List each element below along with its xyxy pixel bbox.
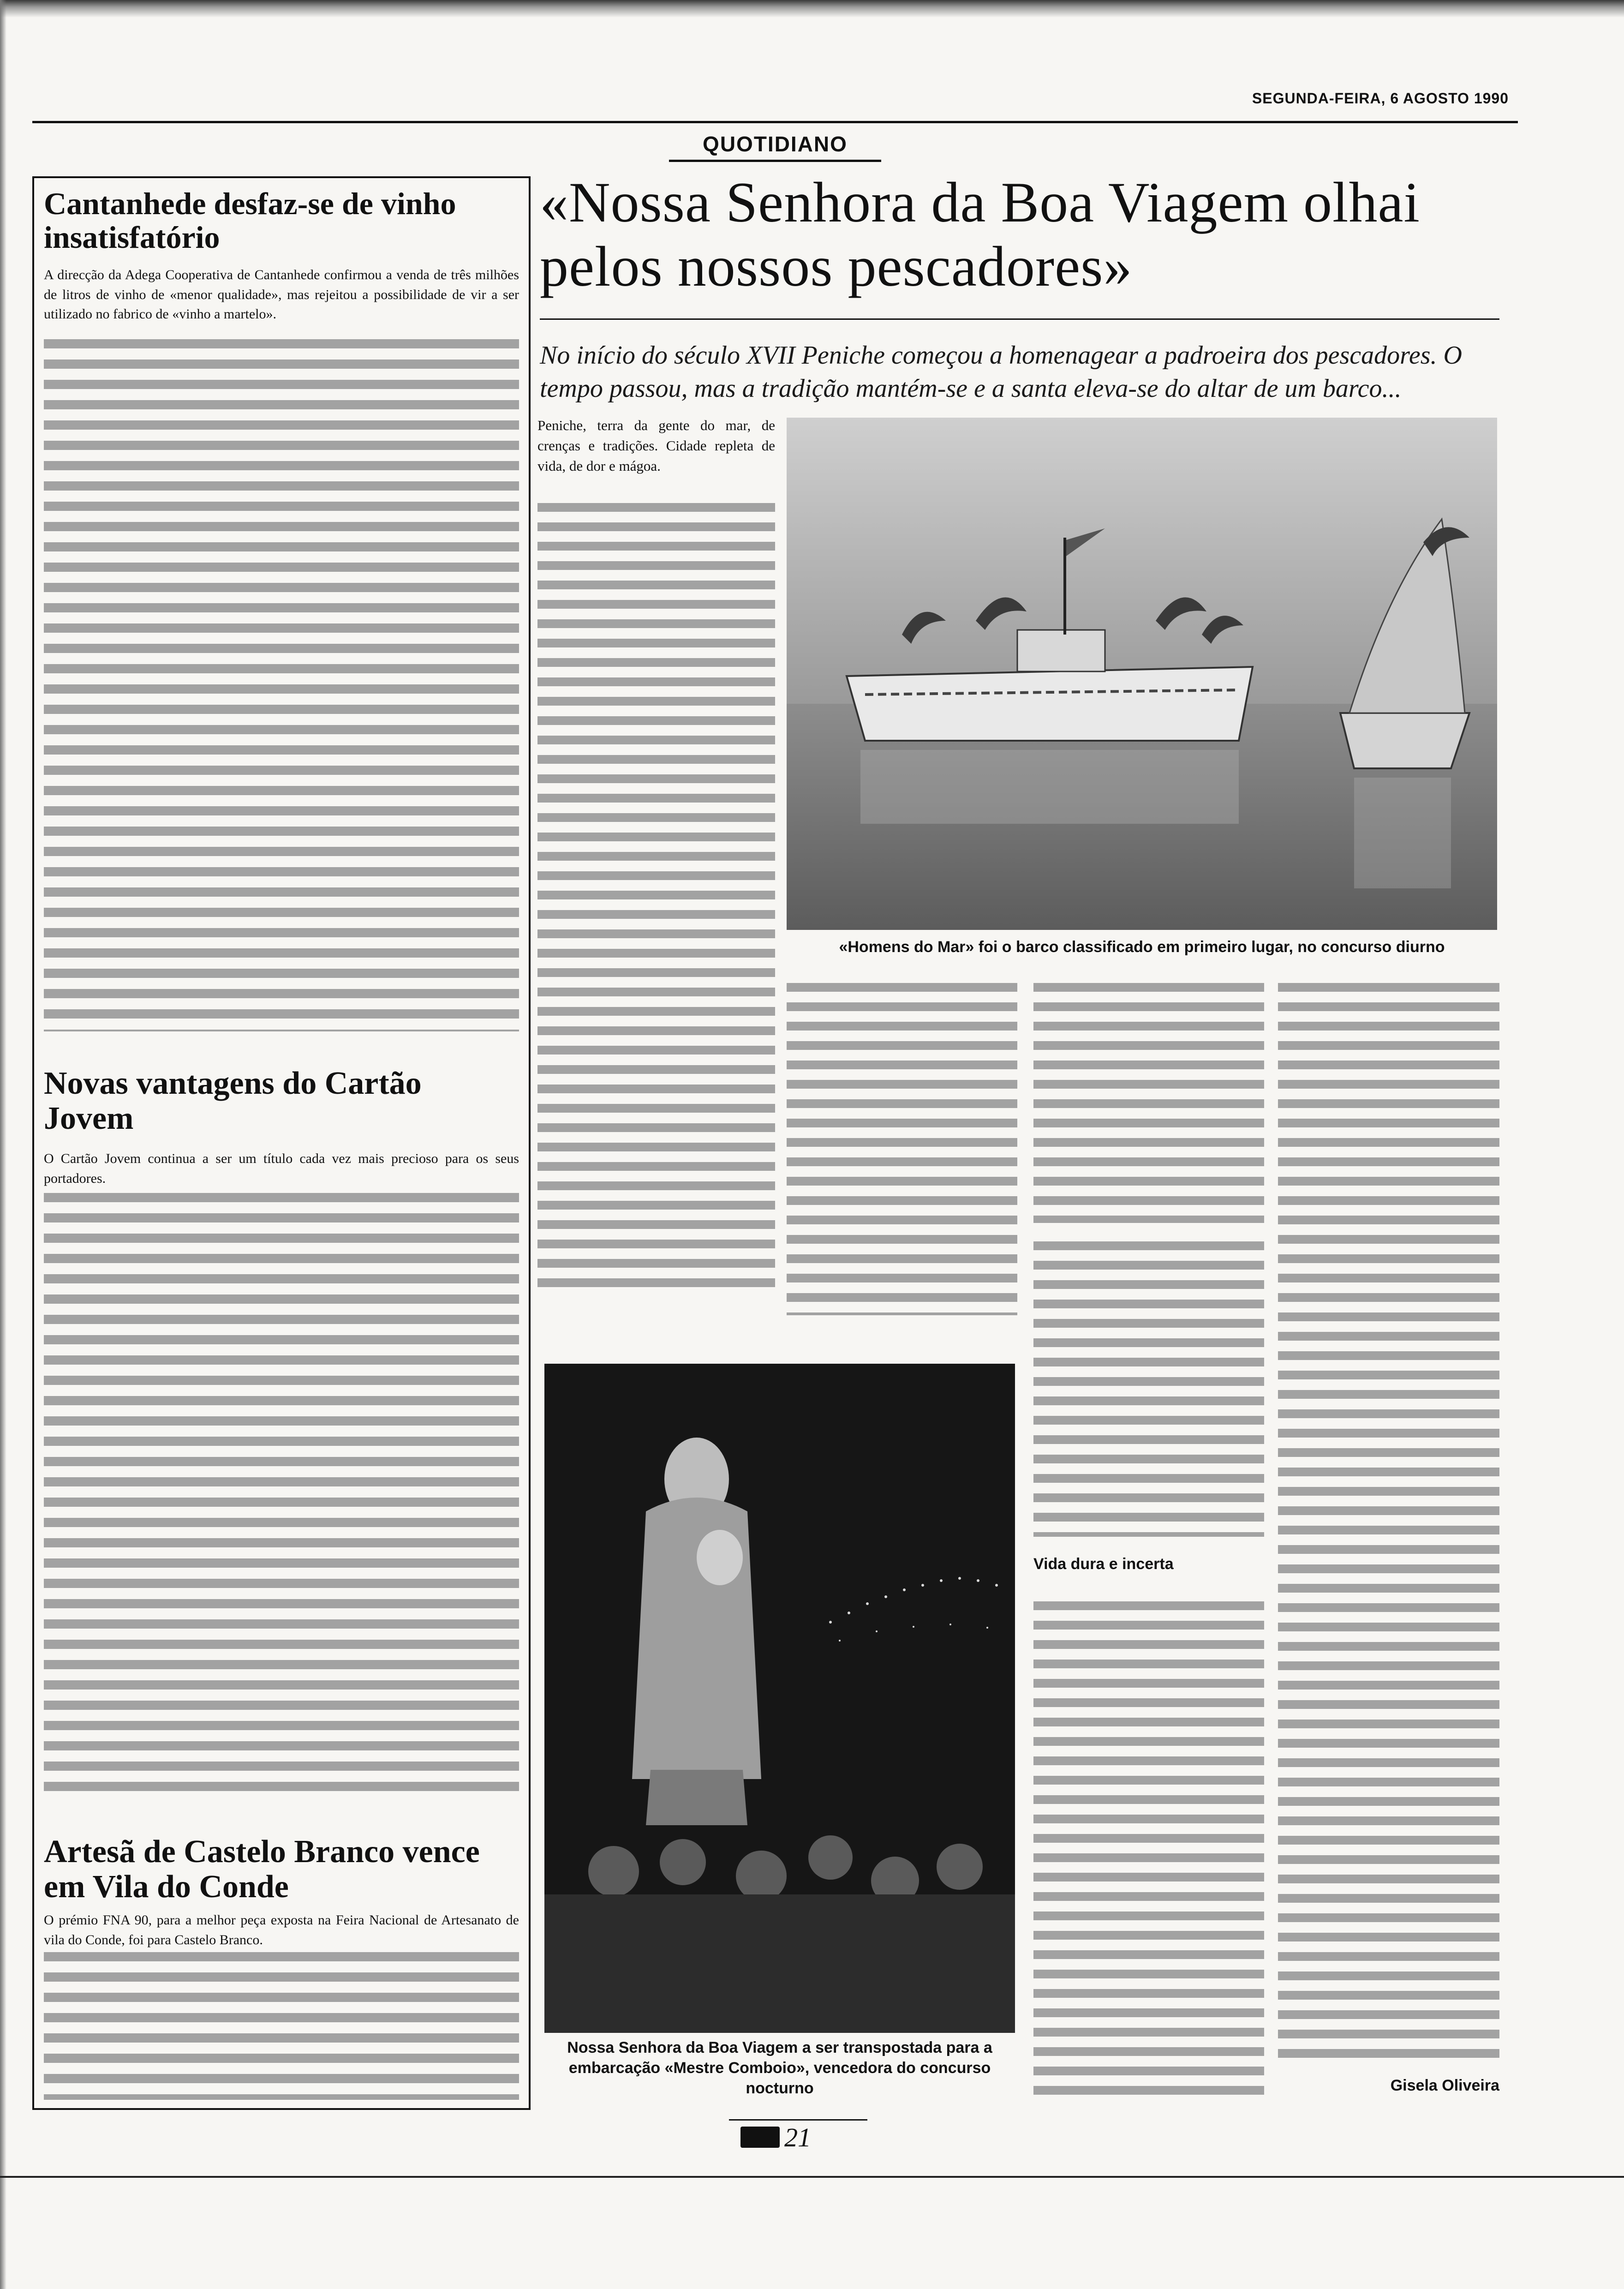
scan-edge-left [0,0,6,2289]
main-column-3-body [1033,983,1264,1223]
page-number: 21 [784,2122,811,2152]
sidebar-headline-cantanhede: Cantanhede desfaz-se de vinho insatisfatório [44,186,456,255]
headline-rule [540,318,1499,320]
byline: Gisela Oliveira [1390,2077,1499,2094]
sidebar-body-artesa [44,1952,519,2100]
top-rule [32,121,1518,123]
dateline: SEGUNDA-FEIRA, 6 AGOSTO 1990 [1252,90,1509,107]
main-column-4-body [1278,983,1499,2058]
photo-night-procession [544,1364,1015,2033]
main-lead-paragraph: Peniche, terra da gente do mar, de crenças e tradições. Cidade repleta de vida, de dor e mágoa. [537,417,775,474]
photo-boats-illustration [787,418,1497,930]
photo-boats-caption: «Homens do Mar» foi o barco classificado em primeiro lugar, no concurso diurno [839,938,1445,956]
main-column-3-body-end [1033,1601,1264,2104]
photo-procession-illustration [544,1364,1015,2033]
folio-rule [729,2119,867,2121]
photo-boats-harbour [787,418,1497,930]
main-headline: «Nossa Senhora da Boa Viagem olhai pelos nossos pescadores» [540,171,1420,298]
sidebar-headline-artesa: Artesã de Castelo Branco vence em Vila do Conde [44,1834,480,1905]
scan-edge-top [0,0,1624,18]
main-column-3-body-cont [1033,1241,1264,1537]
main-column-2-body [787,983,1017,1315]
sidebar-lead-cantanhede: A direcção da Adega Cooperativa de Cantanhede confirmou a venda de três milhões de litros de vinho de «menor qualidade», mas rejeitou a possibilidade de vir a ser utilizado no fabrico de «vinho a martelo». [44,267,519,322]
sidebar-body-cantanhede [44,339,519,1031]
section-tag-label: QUOTIDIANO [703,132,848,156]
scan-edge-bottom [0,2176,1624,2178]
standfirst: No início do século XVII Peniche começou a homenagear a padroeira dos pescadores. O tempo passou, mas a tradição mantém-se e a santa eleva-se do altar de um barco... [540,341,1462,403]
photo-procession-caption: Nossa Senhora da Boa Viagem a ser transpostada para a embarcação «Mestre Comboio», vencedora do concurso nocturno [567,2039,992,2097]
main-column-1-body [537,503,775,1288]
sidebar-body-cartao-jovem [44,1193,519,1798]
subhead-vida-dura: Vida dura e incerta [1033,1555,1174,1573]
sidebar-lead-artesa: O prémio FNA 90, para a melhor peça exposta na Feira Nacional de Artesanato de vila do Conde, foi para Castelo Branco. [44,1912,519,1947]
sidebar-lead-cartao-jovem: O Cartão Jovem continua a ser um título cada vez mais precioso para os seus portadores. [44,1151,519,1186]
sidebar-headline-cartao-jovem: Novas vantagens do Cartão Jovem [44,1066,422,1136]
publication-logo [740,2127,780,2148]
section-tag [669,128,881,162]
